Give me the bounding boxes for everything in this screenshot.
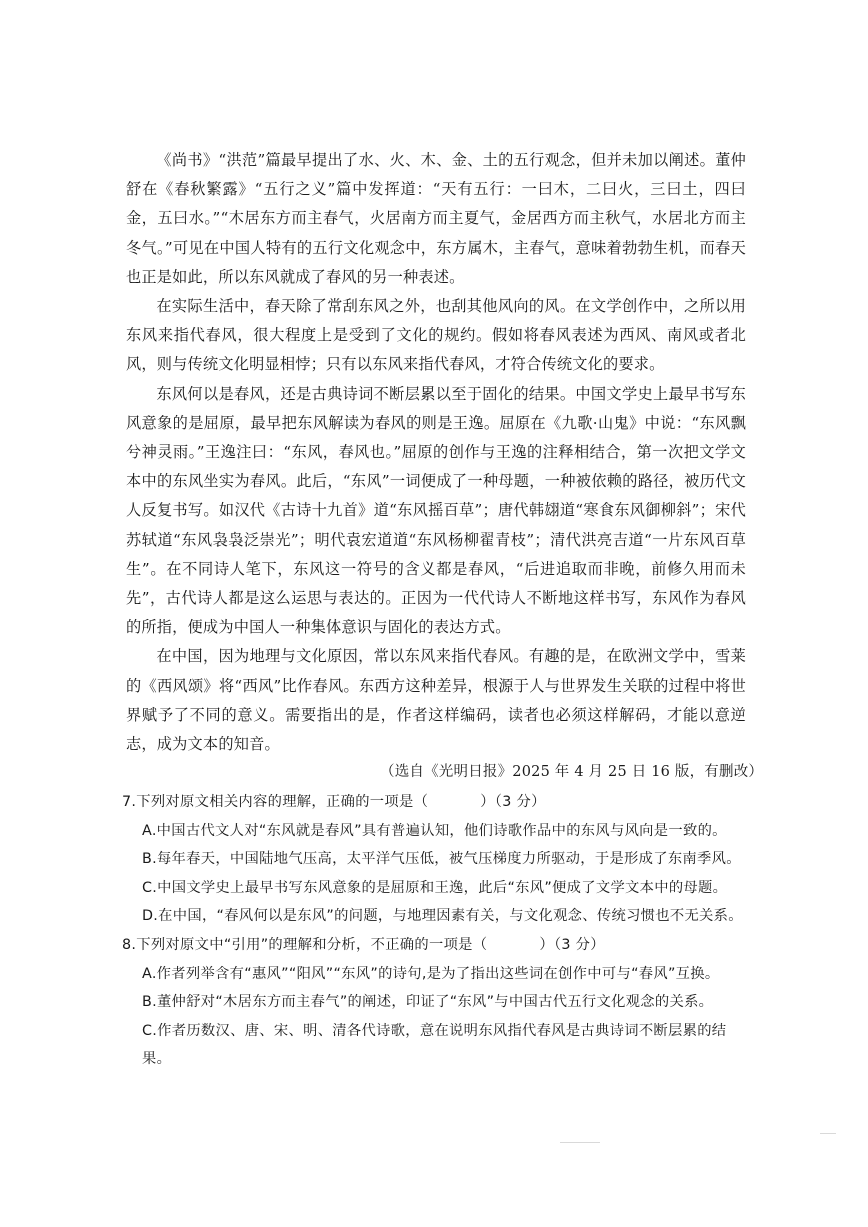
reading-passage [126,146,746,759]
question-8-option-a: A.作者列举含有“惠风”“阳风”“东风”的诗句,是为了指出这些词在创作中可与“春风”互换。 [142,965,720,982]
question-list [122,788,752,1074]
question-7-option-b: B.每年春天，中国陆地气压高，太平洋气压低，被气压梯度力所驱动，于是形成了东南季风。 [142,851,741,868]
question-7-option-c: C.中国文学史上最早书写东风意象的是屈原和王逸，此后“东风”便成了文学文本中的母题。 [142,879,728,896]
question-8-stem [122,931,752,960]
passage-paragraph-4: 在中国，因为地理与文化原因，常以东风来指代春风。有趣的是，在欧洲文学中，雪莱的《西风颂》将“西风”比作春风。东西方这种差异，根源于人与世界发生关联的过程中将世界赋予了不同的意义。需要指出的是，作者这样编码，读者也必须这样解码，才能以意逆志，成为文本的知音。 [126,647,746,754]
question-8-stem-text: 8.下列对原文中“引用”的理解和分析，不正确的一项是（ [122,936,488,953]
passage-paragraph-2: 在实际生活中，春天除了常刮东风之外，也刮其他风向的风。在文学创作中，之所以用东风来指代春风，很大程度上是受到了文化的规约。假如将春风表述为西风、南风或者北风，则与传统文化明显相悖；只有以东风来指代春风，才符合传统文化的要求。 [126,297,746,374]
scan-artifact [820,1133,836,1134]
question-8-score: ）（3 分） [539,936,605,953]
question-8-option-b: B.董仲舒对“木居东方而主春气”的阐述，印证了“东风”与中国古代五行文化观念的关系。 [142,994,714,1011]
question-7-option-a: A.中国古代文人对“东风就是春风”具有普遍认知，他们诗歌作品中的东风与风向是一致的。 [142,822,727,839]
question-7-option-d: D.在中国，“春风何以是东风”的问题，与地理因素有关，与文化观念、传统习惯也不无关系。 [142,908,743,925]
question-8 [122,931,752,1074]
question-7-score: ）（3 分） [480,794,546,810]
question-8-option-c: C.作者历数汉、唐、宋、明、清各代诗歌，意在说明东风指代春风是古典诗词不断层累的结果。 [142,1022,727,1068]
passage-paragraph-1: 《尚书》“洪范”篇最早提出了水、火、木、金、土的五行观念，但并未加以阐述。董仲舒在《春秋繁露》“五行之义”篇中发挥道：“天有五行：一曰木，二曰火，三曰土，四曰金，五曰水。”“木居东方而主春气，火居南方而主夏气，金居西方而主秋气，水居北方而主冬气。”可见在中国人特有的五行文化观念中，东方属木，主春气，意味着勃勃生机，而春天也正是如此，所以东风就成了春风的另一种表述。 [126,151,746,286]
question-7-stem [122,788,752,817]
question-7-stem-text: 7.下列对原文相关内容的理解，正确的一项是（ [122,794,429,810]
passage-paragraph-3: 东风何以是春风，还是古典诗词不断层累以至于固化的结果。中国文学史上最早书写东风意象的是屈原，最早把东风解读为春风的则是王逸。屈原在《九歌·山鬼》中说：“东风飘兮神灵雨。”王逸注曰：“东风，春风也。”屈原的创作与王逸的注释相结合，第一次把文学文本中的东风坐实为春风。此后，“东风”一词便成了一种母题，一种被依赖的路径，被历代文人反复书写。如汉代《古诗十九首》道“东风摇百草”；唐代韩翃道“寒食东风御柳斜”；宋代苏轼道“东风袅袅泛崇光”；明代袁宏道道“东风杨柳翟青枝”；清代洪亮吉道“一片东风百草生”。在不同诗人笔下，东风这一符号的含义都是春风，“后进追取而非晚，前修久用而未先”，古代诗人都是这么运思与表达的。正因为一代代诗人不断地这样书写，东风作为春风的所指，便成为中国人一种集体意识与固化的表达方式。 [126,384,746,637]
question-7 [122,788,752,931]
passage-source: （选自《光明日报》2025 年 4 月 25 日 16 版，有删改） [380,764,764,780]
scan-artifact [560,1142,600,1143]
